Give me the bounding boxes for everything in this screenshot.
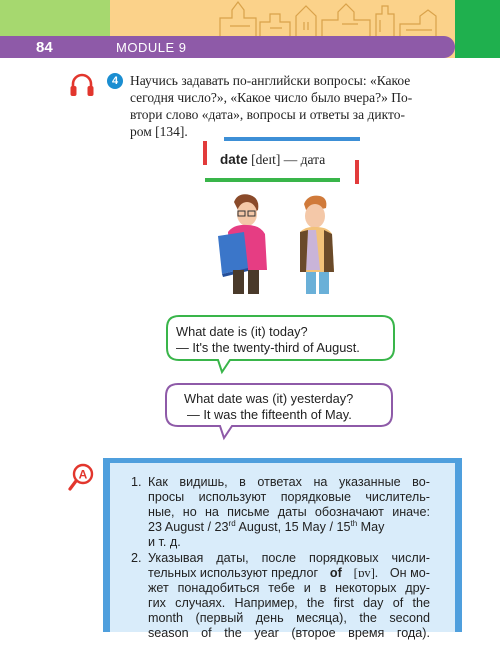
vocab-translation: дата (300, 152, 326, 167)
vocab-word: date (220, 152, 248, 167)
rule-word: year (254, 626, 279, 640)
rule-word: second (389, 611, 430, 625)
rule-word: (первый (195, 611, 244, 625)
rule-word: используют (198, 490, 267, 504)
rule-word: указанные (338, 475, 401, 489)
rule-word: Указывая (148, 551, 204, 565)
rule-word: день (255, 611, 284, 625)
task-text-line: сегодня число?», «Какое число было вчера?» По- (130, 90, 413, 105)
task-text-line: Научись задавать по-английски вопросы: «Какое (130, 73, 411, 88)
rule-word: порядковых (309, 551, 379, 565)
rule-word: Как (148, 475, 168, 489)
rule-word: в (319, 581, 327, 595)
rule-word: после (261, 551, 297, 565)
rule-text: тельных используют предлог (148, 566, 319, 580)
rule-word: письме (227, 505, 270, 519)
dialogue-question-2: What date was (it) yesterday? (184, 391, 354, 406)
rule-date-suffix: rd (228, 518, 236, 528)
rule-item-1-line (148, 505, 430, 520)
rule-word: на (313, 475, 328, 489)
vocab-dash: — (283, 152, 298, 167)
rule-preposition-of: of (329, 566, 342, 580)
rule-word: случаях. (175, 596, 226, 610)
rule-word: жет (148, 581, 169, 595)
rule-item-2-line (148, 611, 430, 626)
rule-word: first (333, 596, 354, 610)
page-number: 84 (36, 39, 53, 56)
rule-item-2-line (148, 551, 430, 566)
rule-word: the (306, 596, 325, 610)
rule-word: тебе (268, 581, 295, 595)
rule-date-suffix: th (350, 518, 358, 528)
rule-text: и т. д. (148, 535, 181, 549)
rule-word: некоторых (335, 581, 397, 595)
rule-word: месяца), (296, 611, 347, 625)
rule-word: просы (148, 490, 185, 504)
rule-transcription: [ɒv]. (353, 566, 379, 580)
rule-word: season (148, 626, 189, 640)
rule-item-2-line (148, 566, 430, 581)
module-title: MODULE 9 (116, 40, 187, 55)
task-text-line: втори слово «дата», вопросы и ответы за дикто- (130, 107, 405, 122)
rule-word: в (239, 475, 246, 489)
rule-box-border-left (103, 458, 110, 632)
svg-text:А: А (78, 467, 88, 482)
rule-word: даты, (216, 551, 249, 565)
rule-text: Он мо- (389, 566, 430, 580)
rule-word: время (348, 626, 385, 640)
rule-box-border-top (103, 458, 462, 463)
rule-word: и (303, 581, 311, 595)
rule-item-1-line (148, 475, 430, 490)
rule-word: (второе (291, 626, 336, 640)
rule-box-border-right (455, 458, 462, 632)
rule-word: of (392, 596, 404, 610)
rule-word: даты (277, 505, 307, 519)
rule-word: ные, (148, 505, 175, 519)
rule-date-text: 23 August / 23 (148, 520, 229, 534)
rule-word: видишь, (179, 475, 228, 489)
rule-item-2-line (148, 596, 430, 611)
rule-word: на (204, 505, 219, 519)
rule-word: month (148, 611, 184, 625)
rule-word: числи- (391, 551, 430, 565)
rule-word: the (224, 626, 242, 640)
rule-date-text: May (357, 520, 385, 534)
rule-word: Например, (234, 596, 298, 610)
rule-date-example (148, 520, 384, 535)
rule-word: но (182, 505, 197, 519)
dialogue-answer-1: — It's the twenty-third of August. (176, 340, 360, 355)
rule-word: гих (148, 596, 166, 610)
rule-word: the (359, 611, 377, 625)
dialogue-answer-2: — It was the fifteenth of May. (187, 407, 352, 422)
rule-word: числитель- (365, 490, 430, 504)
rule-item-1-line (148, 490, 430, 505)
rule-date-text: August, 15 May / 15 (235, 520, 351, 534)
vocab-transcription: [deɪt] (251, 152, 281, 167)
rule-word: ответах (257, 475, 302, 489)
rule-item-number: 1. (131, 475, 142, 489)
rule-item-2-line (148, 626, 430, 641)
rule-word: the (412, 596, 430, 610)
rule-word: of (201, 626, 212, 640)
rule-word: day (363, 596, 384, 610)
rule-word: понадобиться (177, 581, 260, 595)
rule-word: порядковые (280, 490, 351, 504)
task-text-line: ром [134]. (130, 124, 188, 139)
dialogue-question-1: What date is (it) today? (176, 324, 308, 339)
rule-item-number: 2. (131, 551, 142, 565)
rule-word: иначе: (392, 505, 430, 519)
rule-word: дру- (405, 581, 430, 595)
rule-word: года). (396, 626, 430, 640)
rule-item-2-line (148, 581, 430, 596)
rule-magnifier-icon (68, 463, 98, 493)
rule-word: обозначают (314, 505, 384, 519)
rule-item-1-dates (148, 520, 430, 535)
rule-item-1-line (148, 535, 430, 550)
task-number: 4 (107, 73, 123, 89)
rule-word: во- (412, 475, 430, 489)
